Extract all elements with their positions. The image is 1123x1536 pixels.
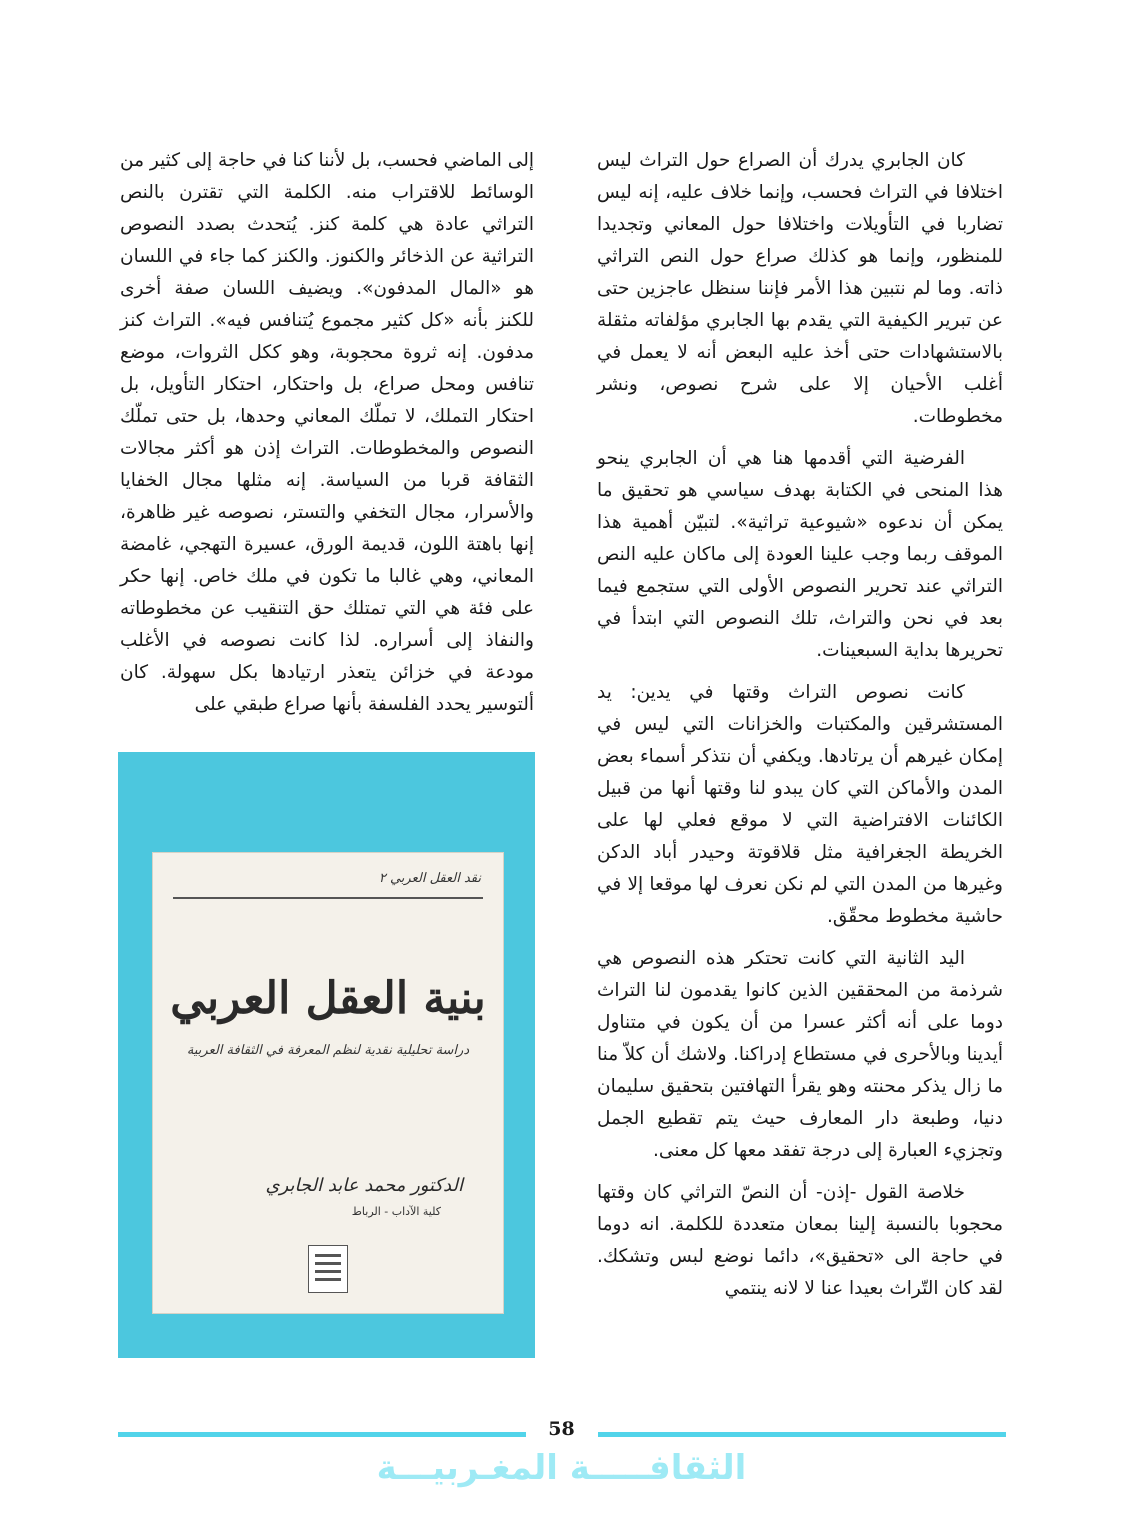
book-cover xyxy=(152,852,504,1314)
series-divider xyxy=(173,897,483,899)
paragraph: كان الجابري يدرك أن الصراع حول التراث ليس اختلافا في التراث فحسب، وإنما خلاف عليه، إنه ليس تضاربا في التأويلات واختلافا حول المعاني وتجديدا للمنظور، وإنما هو كذلك صراع حول النص التراثي ذاته. وما لم نتبين هذا الأمر فإننا سنظل عاجزين حتى عن تبرير الكيفية التي يقدم بها الجابري مؤلفاته مثقلة بالاستشهادات حتى أخذ عليه البعض أنه لا يعمل في أغلب الأحيان إلا على شرح نصوص، ونشر مخطوطات. xyxy=(597,150,1003,427)
footer-rule-right xyxy=(598,1432,1006,1437)
magazine-masthead: الثقافـــــة المغـربيـــة xyxy=(376,1448,747,1488)
paragraph: كانت نصوص التراث وقتها في يدين: يد المستشرقين والمكتبات والخزانات التي ليس في إمكان غيرهم أن يرتادها. ويكفي أن نتذكر أسماء بعض المدن والأماكن التي كان يبدو لنا وقتها أنها من قبيل الكائنات الافتراضية التي لا موقع فعلي لها على الخريطة الجغرافية مثل قلاقوتة وحيدر أباد الدكن وغيرها من المدن التي لم نكن نعرف لها موقعا إلا في حاشية مخطوط محقّق. xyxy=(597,682,1003,927)
paragraph: اليد الثانية التي كانت تحتكر هذه النصوص هي شرذمة من المحققين الذين كانوا يقدمون لنا التراث دوما على أنه أكثر عسرا من أن يكون في متناول أيدينا وبالأحرى في مستطاع إدراكنا. ولاشك أن كلاّ منا ما زال يذكر محنته وهو يقرأ التهافتين بتحقيق سليمان دنيا، وطبعة دار المعارف حيث يتم تقطيع الجمل وتجزيء العبارة إلى درجة تفقد معها كل معنى. xyxy=(597,948,1003,1161)
book-cover-figure xyxy=(118,752,535,1358)
paragraph: إلى الماضي فحسب، بل لأننا كنا في حاجة إلى كثير من الوسائط للاقتراب منه. الكلمة التي تقترن بالنص التراثي عادة هي كلمة كنز. يُتحدث بصدد النصوص التراثية عن الذخائر والكنوز. والكنز كما جاء في اللسان هو «المال المدفون». ويضيف اللسان صفة أخرى للكنز بأنه «كل كثير مجموع يُتنافس فيه». التراث كنز مدفون. إنه ثروة محجوبة، وهو ككل الثروات، موضع تنافس ومحل صراع، بل واحتكار، احتكار التأويل، بل احتكار التملك، لا تملّك المعاني وحدها، بل حتى تملّك النصوص والمخطوطات. التراث إذن هو أكثر مجالات الثقافة قربا من السياسة. إنه مثلها مجال الخفايا والأسرار، مجال التخفي والتستر، نصوصه غير ظاهرة، إنها باهتة اللون، قديمة الورق، عسيرة التهجي، غامضة المعاني، وهي غالبا ما تكون في ملك خاص. إنها حكر على فئة هي التي تمتلك حق التنقيب عن مخطوطاته والنفاذ إلى أسراره. لذا كانت نصوصه في الأغلب مودعة في خزائن يتعذر ارتيادها بكل سهولة. كان ألتوسير يحدد الفلسفة بأنها صراع طبقي على xyxy=(120,150,534,715)
book-author-affiliation: كلية الآداب - الرباط xyxy=(351,1205,441,1218)
publisher-logo-icon xyxy=(308,1245,348,1293)
paragraph: خلاصة القول -إذن- أن النصّ التراثي كان وقتها محجوبا بالنسبة إلينا بمعان متعددة للكلمة. انه دوما في حاجة الى «تحقيق»، دائما نوضع لبس وتشكك. لقد كان التّراث بعيدا عنا لا لانه ينتمي xyxy=(597,1182,1003,1299)
page-number: 58 xyxy=(548,1418,575,1440)
article-column-left xyxy=(120,145,534,731)
paragraph: الفرضية التي أقدمها هنا هي أن الجابري ينحو هذا المنحى في الكتابة بهدف سياسي هو تحقيق ما يمكن أن ندعوه «شيوعية تراثية». لتبيّن أهمية هذا الموقف ربما وجب علينا العودة إلى ماكان عليه النص التراثي عند تحرير النصوص الأولى التي ستجمع فيما بعد في نحن والتراث، تلك النصوص التي ابتدأ في تحريرها بداية السبعينات. xyxy=(597,448,1003,661)
book-title: بنية العقل العربي xyxy=(170,973,486,1024)
book-author: الدكتور محمد عابد الجابري xyxy=(265,1175,463,1196)
book-subtitle: دراسة تحليلية نقدية لنظم المعرفة في الثقافة العربية xyxy=(186,1043,470,1058)
footer-rule-left xyxy=(118,1432,526,1437)
book-series-label: نقد العقل العربي ٢ xyxy=(378,871,481,886)
article-column-right xyxy=(597,145,1003,1315)
